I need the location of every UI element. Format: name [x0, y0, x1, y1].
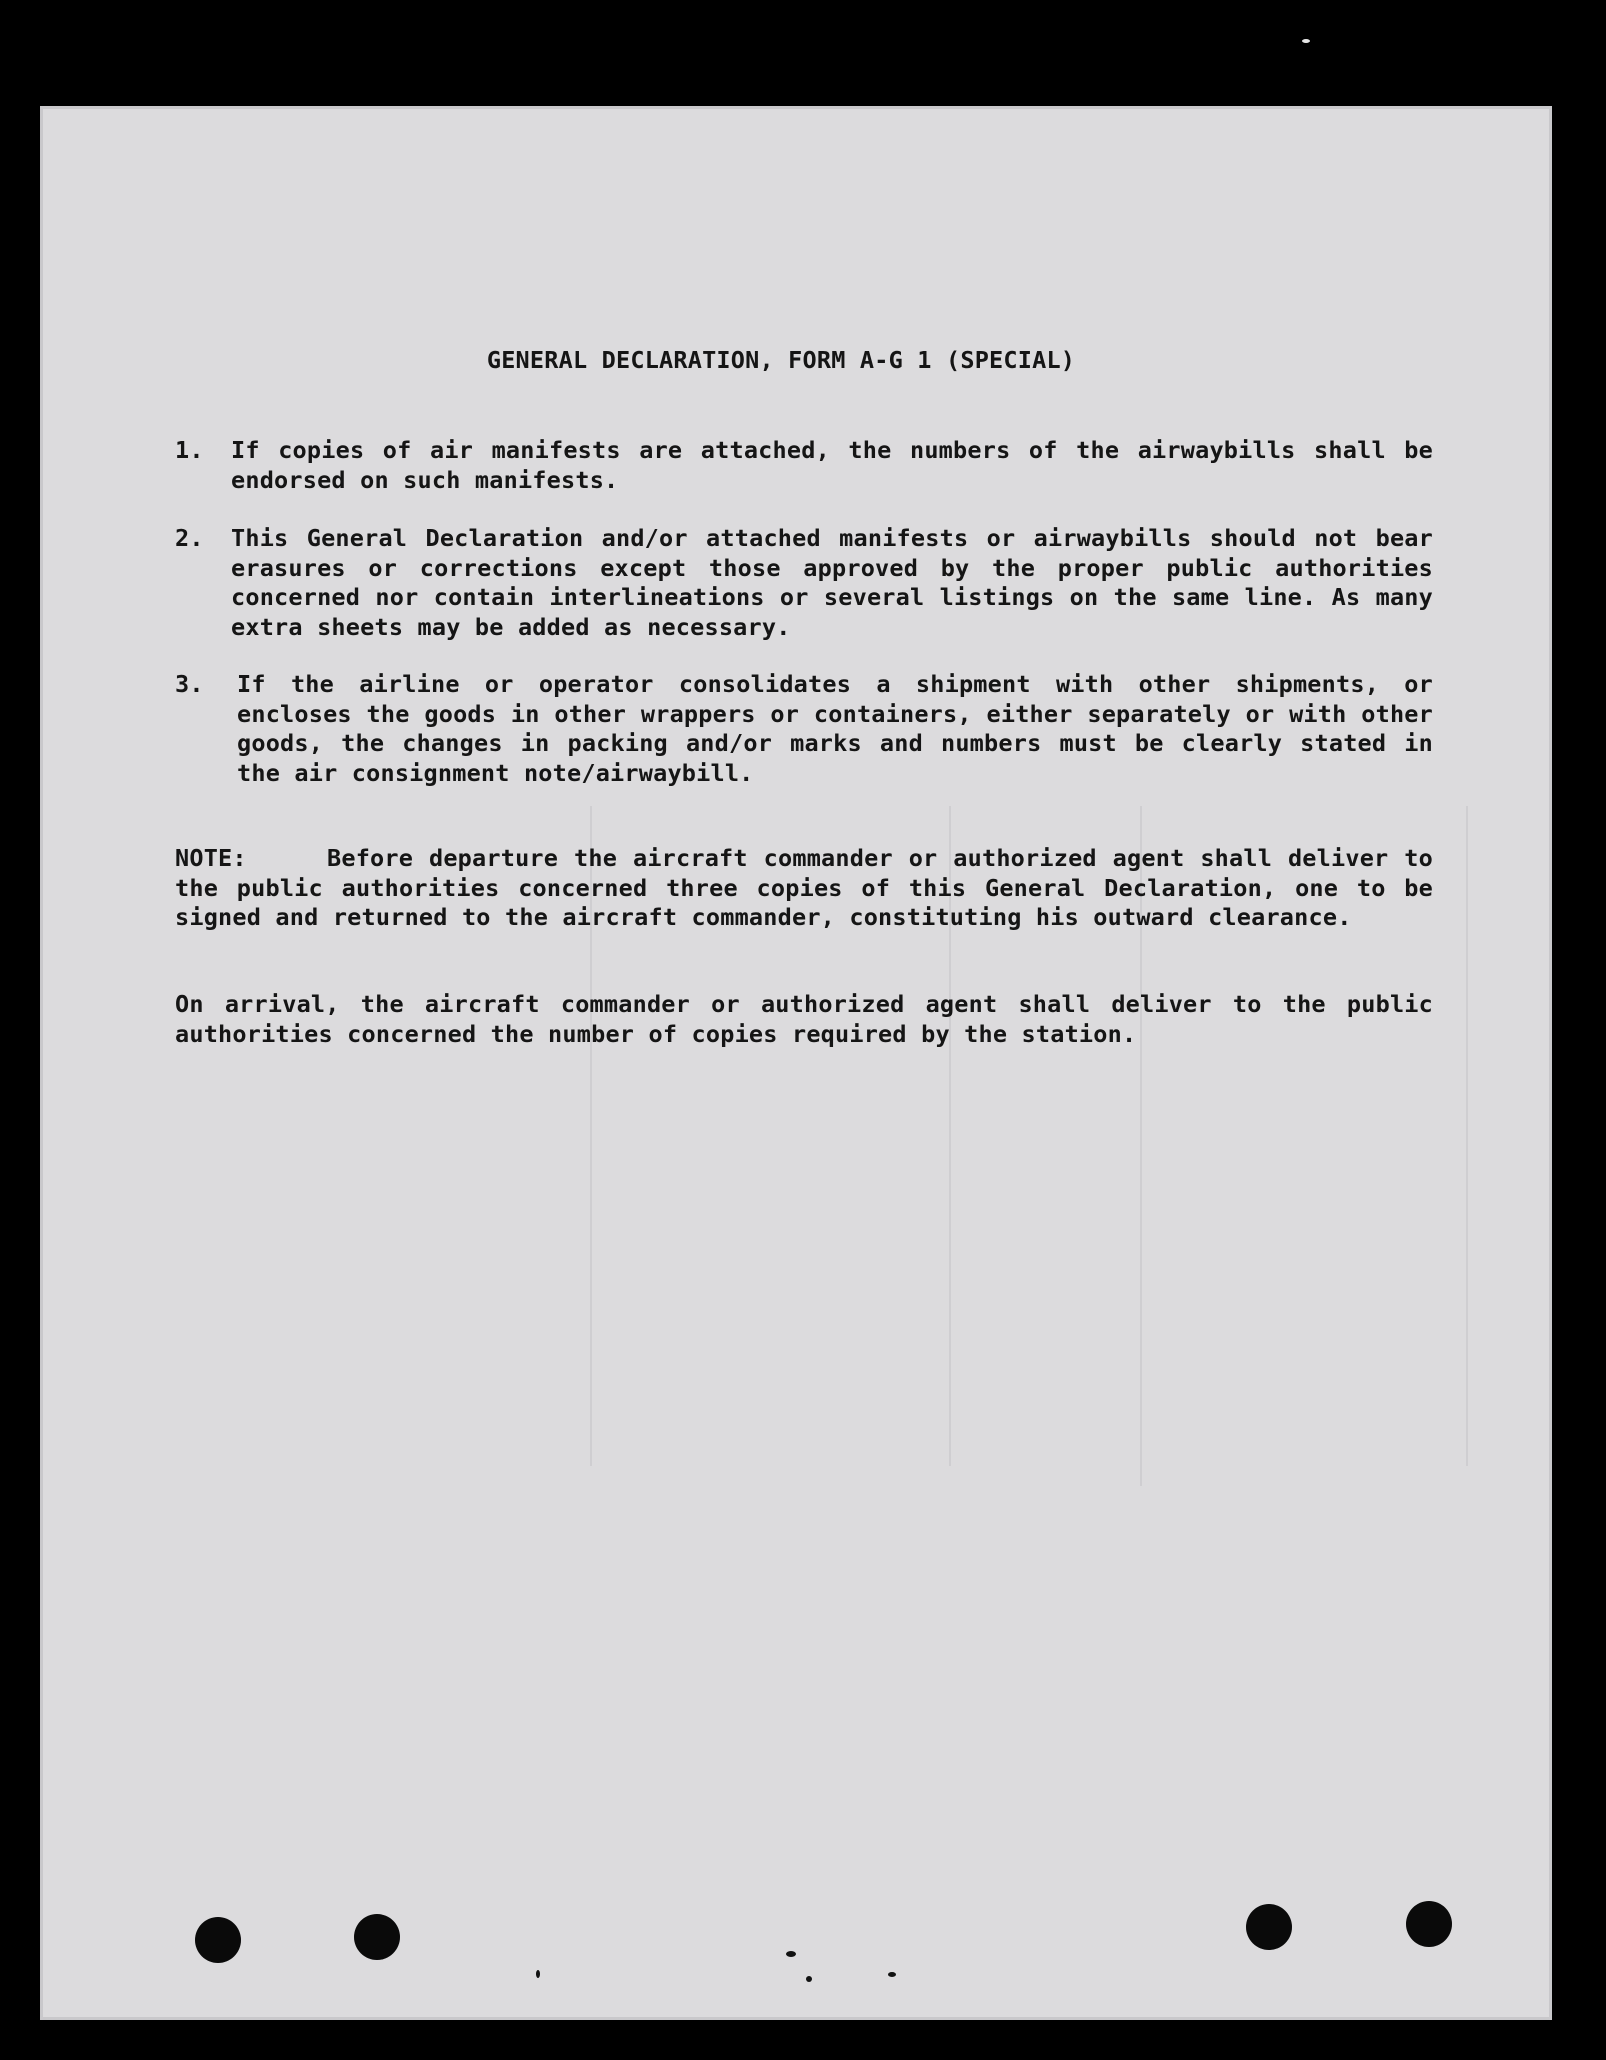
punch-hole — [195, 1917, 241, 1963]
document-content — [40, 106, 1552, 2020]
scan-speck — [806, 1976, 812, 1982]
scan-speck — [1302, 39, 1310, 43]
document-page — [40, 106, 1552, 2020]
item-number: 3. — [175, 670, 204, 698]
note-paragraph — [175, 844, 1433, 933]
item-text: This General Declaration and/or attached manifests or airwaybills should not bear erasures or corrections except those approved by the proper public authorities concerned nor contain interlineations or several listings on the same line. As many extra sheets may be added as necessary. — [231, 524, 1433, 641]
item-text: If copies of air manifests are attached, the numbers of the airwaybills shall be endorsed on such manifests. — [231, 436, 1433, 494]
scan-speck — [786, 1951, 796, 1957]
arrival-paragraph: On arrival, the aircraft commander or authorized agent shall deliver to the public authorities concerned the number of copies required by the station. — [175, 990, 1433, 1048]
punch-hole — [1406, 1901, 1452, 1947]
document-title: GENERAL DECLARATION, FORM A-G 1 (SPECIAL) — [486, 346, 1076, 374]
note-label: NOTE: — [175, 844, 247, 872]
punch-hole — [354, 1914, 400, 1960]
note-text: Before departure the aircraft commander or authorized agent shall deliver to the public authorities concerned three copies of this General Declaration, one to be signed and returned to the aircraft commander, constituting his outward clearance. — [175, 844, 1433, 931]
item-number: 1. — [175, 436, 204, 464]
punch-hole — [1246, 1904, 1292, 1950]
item-number: 2. — [175, 524, 204, 552]
item-text: If the airline or operator consolidates a shipment with other shipments, or encloses the goods in other wrappers or containers, either separately or with other goods, the changes in packing and/or marks and numbers must be clearly stated in the air consignment note/airwaybill. — [237, 670, 1433, 787]
scan-speck — [888, 1972, 896, 1977]
scan-speck — [536, 1970, 540, 1978]
